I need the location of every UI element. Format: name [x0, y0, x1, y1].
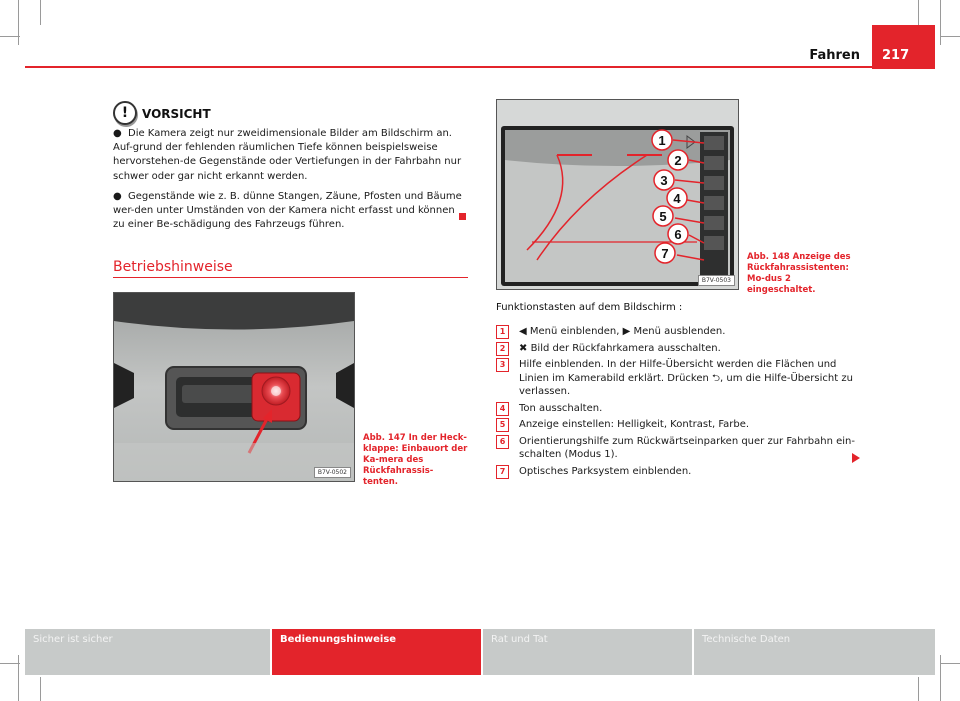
function-text: Menü ausblenden. — [630, 326, 726, 337]
number-badge: 7 — [496, 465, 509, 479]
callout-6: 6 — [674, 227, 682, 242]
callout-1: 1 — [658, 133, 666, 148]
callout-5: 5 — [659, 209, 667, 224]
crop-mark — [40, 0, 41, 25]
crop-mark — [940, 655, 941, 701]
number-badge: 2 — [496, 342, 509, 356]
functions-list — [496, 325, 866, 481]
footer-tab-technische-daten[interactable] — [694, 629, 935, 675]
crop-mark — [918, 677, 919, 701]
function-text: Bild der Rückfahrkamera ausschalten. — [527, 342, 721, 354]
header-rule — [25, 66, 935, 68]
footer-tab-rat-und-tat[interactable] — [483, 629, 692, 675]
crop-mark — [18, 0, 19, 45]
figure-code: B7V-0502 — [314, 467, 351, 478]
footer-tab-label: Bedienungshinweise — [280, 634, 397, 645]
continue-arrow-icon — [852, 453, 860, 463]
crop-mark — [918, 0, 919, 25]
crop-mark — [940, 36, 960, 37]
function-item — [496, 402, 866, 416]
function-item — [496, 435, 866, 462]
bullet-icon: ● — [113, 190, 122, 202]
figure-147-camera-location — [113, 292, 355, 482]
function-item — [496, 342, 866, 356]
number-badge: 6 — [496, 435, 509, 449]
function-text: Orientierungshilfe zum Rückwärtseinparken quer zur Fahrbahn ein-schalten (Modus 1). — [519, 435, 855, 460]
bullet-icon: ● — [113, 128, 122, 139]
section-title: Betriebshinweise — [113, 259, 233, 275]
callout-7: 7 — [661, 246, 669, 261]
footer-tab-label: Sicher ist sicher — [33, 634, 113, 645]
crop-mark — [40, 677, 41, 701]
rear-assist-display-illustration — [497, 100, 738, 289]
footer-tab-bedienungshinweise[interactable] — [272, 629, 481, 675]
callout-2: 2 — [674, 153, 682, 168]
function-text: Optisches Parksystem einblenden. — [519, 465, 692, 477]
back-arrow-icon: ⮌ — [712, 372, 721, 384]
figure-147-caption: Abb. 147 In der Heck-klappe: Einbauort der Ka-mera des Rückfahrassis-tenten. — [363, 433, 468, 487]
caution-text: Gegenstände wie z. B. dünne Stangen, Zäune, Pfosten und Bäume wer-den unter Umständen von der Kamera nicht erfasst und können zu einer Be-schädigung des Fahrzeugs führen. — [113, 190, 462, 231]
caution-title: VORSICHT — [142, 107, 211, 121]
footer-tab-label: Technische Daten — [702, 634, 791, 645]
number-badge: 3 — [496, 358, 509, 372]
function-text: , um die Hilfe-Übersicht zu verlassen. — [519, 372, 853, 397]
number-badge: 4 — [496, 402, 509, 416]
figure-148-display — [496, 99, 739, 290]
callout-4: 4 — [673, 191, 681, 206]
section-rule — [113, 277, 468, 278]
function-item — [496, 418, 866, 432]
chapter-title: Fahren — [809, 48, 860, 63]
crop-mark — [18, 655, 19, 701]
function-item — [496, 465, 866, 479]
chevron-right-icon: ▶ — [622, 326, 631, 337]
function-text: Menü einblenden, — [526, 326, 623, 337]
number-badge: 5 — [496, 418, 509, 432]
caution-item — [113, 127, 468, 184]
crop-mark — [0, 36, 20, 37]
footer-tab-label: Rat und Tat — [491, 634, 548, 645]
function-item — [496, 325, 866, 339]
function-text: Anzeige einstellen: Helligkeit, Kontrast, Farbe. — [519, 419, 750, 430]
crop-mark — [940, 663, 960, 664]
crop-mark — [0, 663, 20, 664]
caution-list — [113, 127, 468, 238]
section-end-marker — [459, 213, 466, 220]
number-badge: 1 — [496, 325, 509, 339]
exclamation-icon: ! — [113, 101, 137, 125]
caution-text: Die Kamera zeigt nur zweidimensionale Bilder am Bildschirm an. Auf-grund der fehlenden räumlichen Tiefe können beispielsweise hervorstehen-de Gegenstände oder Vertiefungen in der Fahrbahn nur schwer oder gar nicht erkannt werden. — [113, 128, 462, 182]
function-text: Hilfe einblenden. In der Hilfe-Übersicht werden die Flächen und Linien im Kamerabild erklärt. Drücken — [519, 359, 837, 384]
caution-item — [113, 190, 468, 233]
functions-intro: Funktionstasten auf dem Bildschirm : — [496, 302, 683, 313]
chevron-left-icon: ◀ — [519, 326, 527, 337]
callout-3: 3 — [660, 173, 668, 188]
page-number: 217 — [872, 25, 935, 69]
figure-code: B7V-0503 — [698, 275, 735, 286]
function-item — [496, 358, 866, 399]
crop-mark — [940, 0, 941, 45]
tailgate-illustration — [114, 293, 354, 481]
figure-148-caption: Abb. 148 Anzeige des Rückfahrassistenten: Mo-dus 2 eingeschaltet. — [747, 252, 851, 295]
close-icon: ✖ — [519, 342, 528, 354]
function-text: Ton ausschalten. — [519, 402, 603, 414]
footer-tab-sicher-ist-sicher[interactable] — [25, 629, 270, 675]
